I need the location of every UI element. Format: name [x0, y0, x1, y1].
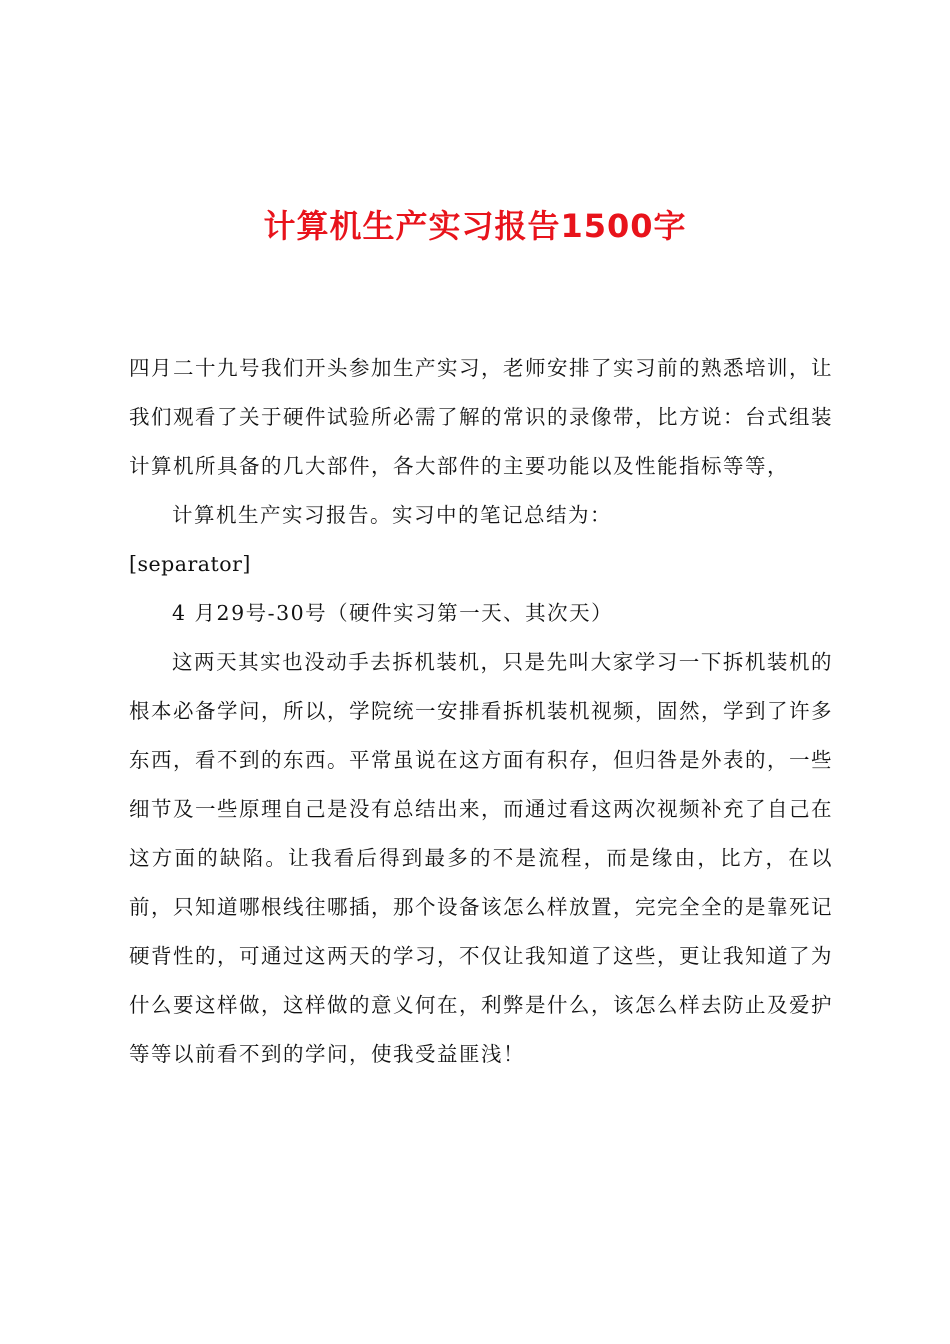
- document-body: [129, 344, 833, 1079]
- document-title: 计算机生产实习报告1500字: [263, 207, 687, 245]
- paragraph-notes-summary: 计算机生产实习报告。实习中的笔记总结为：: [172, 503, 612, 527]
- separator-marker: [separator]: [129, 552, 251, 576]
- paragraph-intro: 四月二十九号我们开头参加生产实习，老师安排了实习前的熟悉培训，让我们观看了关于硬件试验所必需了解的常识的录像带，比方说：台式组装计算机所具备的几大部件，各大部件的主要功能以及性能指标等等，: [129, 356, 833, 478]
- paragraph-date-heading: 4 月29号-30号（硬件实习第一天、其次天）: [172, 601, 614, 625]
- paragraph-main-content: 这两天其实也没动手去拆机装机，只是先叫大家学习一下拆机装机的根本必备学问，所以，学院统一安排看拆机装机视频，固然，学到了许多东西，看不到的东西。平常虽说在这方面有积存，但归咎是外表的，一些细节及一些原理自己是没有总结出来，而通过看这两次视频补充了自己在这方面的缺陷。让我看后得到最多的不是流程，而是缘由，比方，在以前，只知道哪根线往哪插，那个设备该怎么样放置，完完全全的是靠死记硬背性的，可通过这两天的学习，不仅让我知道了这些，更让我知道了为什么要这样做，这样做的意义何在，利弊是什么，该怎么样去防止及爱护等等以前看不到的学问，使我受益匪浅！: [129, 650, 833, 1066]
